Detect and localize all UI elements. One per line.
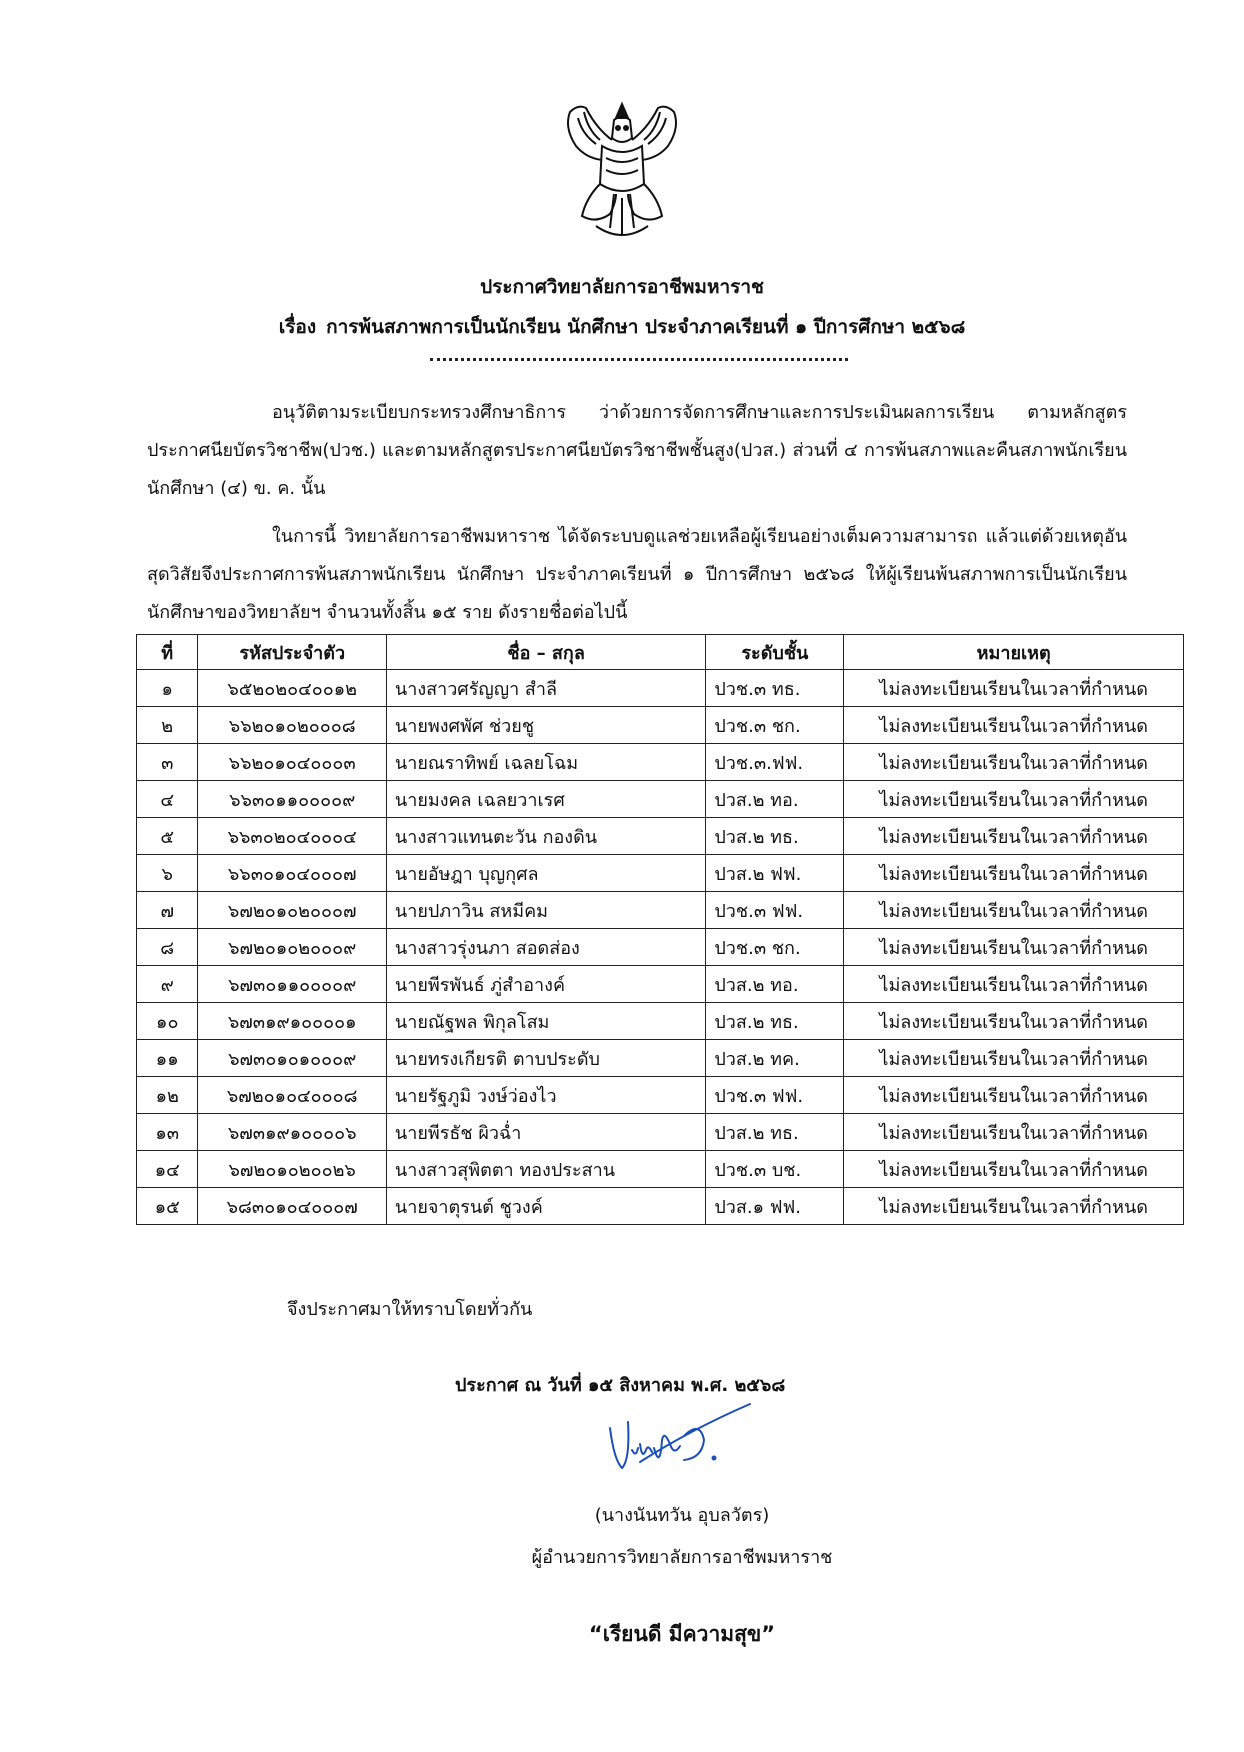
cell-no: ๙: [137, 966, 198, 1003]
cell-id: ๖๕๒๐๒๐๔๐๐๑๒: [198, 670, 386, 707]
motto: “เรียนดี มีความสุข”: [588, 1622, 776, 1646]
cell-note: ไม่ลงทะเบียนเรียนในเวลาที่กำหนด: [844, 1040, 1184, 1077]
announcement-title: ประกาศวิทยาลัยการอาชีพมหาราช: [480, 276, 764, 298]
cell-name: นางสาวรุ่งนภา สอดส่อง: [386, 929, 705, 966]
closing-text: จึงประกาศมาให้ทราบโดยทั่วกัน: [287, 1299, 533, 1320]
table-row: [137, 855, 1184, 892]
cell-no: ๑๔: [137, 1151, 198, 1188]
header-name: ชื่อ – สกุล: [386, 635, 705, 670]
cell-level: ปวส.๒ ทค.: [706, 1040, 844, 1077]
subject-text: การพ้นสภาพการเป็นนักเรียน นักศึกษา ประจำภาคเรียนที่ ๑ ปีการศึกษา ๒๕๖๘: [326, 316, 966, 338]
cell-name: นางสาวสุพิตตา ทองประสาน: [386, 1151, 705, 1188]
cell-level: ปวส.๒ ทธ.: [706, 818, 844, 855]
cell-id: ๖๖๓๐๑๑๐๐๐๐๙: [198, 781, 386, 818]
cell-note: ไม่ลงทะเบียนเรียนในเวลาที่กำหนด: [844, 1114, 1184, 1151]
cell-level: ปวส.๒ ทธ.: [706, 1003, 844, 1040]
cell-name: นายทรงเกียรติ ตาบประดับ: [386, 1040, 705, 1077]
dotted-divider: [430, 352, 848, 361]
paragraph-regulation: อนุวัติตามระเบียบกระทรวงศึกษาธิการ ว่าด้วยการจัดการศึกษาและการประเมินผลการเรียน ตามหลักสูตรประกาศนียบัตรวิชาชีพ(ปวช.) และตามหลักสูตรประกาศนียบัตรวิชาชีพชั้นสูง(ปวส.) ส่วนที่ ๔ การพ้นสภาพและคืนสภาพนักเรียน นักศึกษา (๔) ข. ค. นั้น: [147, 402, 1127, 499]
cell-note: ไม่ลงทะเบียนเรียนในเวลาที่กำหนด: [844, 1188, 1184, 1225]
table-row: [137, 670, 1184, 707]
cell-name: นายพงศพัศ ช่วยชู: [386, 707, 705, 744]
cell-level: ปวช.๓ ฟฟ.: [706, 892, 844, 929]
cell-id: ๖๗๓๑๙๑๐๐๐๐๖: [198, 1114, 386, 1151]
header-note: หมายเหตุ: [844, 635, 1184, 670]
header-no: ที่: [137, 635, 198, 670]
table-row: [137, 1003, 1184, 1040]
cell-no: ๑๓: [137, 1114, 198, 1151]
cell-no: ๘: [137, 929, 198, 966]
cell-level: ปวส.๒ ทอ.: [706, 966, 844, 1003]
cell-id: ๖๗๓๐๑๐๑๐๐๐๙: [198, 1040, 386, 1077]
table-row: [137, 744, 1184, 781]
cell-no: ๔: [137, 781, 198, 818]
cell-level: ปวช.๓ ฟฟ.: [706, 1077, 844, 1114]
cell-level: ปวช.๓ บช.: [706, 1151, 844, 1188]
header-id: รหัสประจำตัว: [198, 635, 386, 670]
cell-note: ไม่ลงทะเบียนเรียนในเวลาที่กำหนด: [844, 929, 1184, 966]
cell-name: นายพีรธัช ผิวฉ่ำ: [386, 1114, 705, 1151]
cell-level: ปวช.๓ ชก.: [706, 929, 844, 966]
cell-id: ๖๗๒๐๑๐๒๐๐๐๙: [198, 929, 386, 966]
cell-name: นายปภาวิน สหมีคม: [386, 892, 705, 929]
cell-no: ๗: [137, 892, 198, 929]
cell-id: ๖๖๓๐๒๐๔๐๐๐๔: [198, 818, 386, 855]
cell-no: ๓: [137, 744, 198, 781]
cell-id: ๖๗๒๐๑๐๔๐๐๐๘: [198, 1077, 386, 1114]
cell-name: นางสาวศรัญญา สำลี: [386, 670, 705, 707]
announcement-subject: [0, 312, 1244, 342]
cell-note: ไม่ลงทะเบียนเรียนในเวลาที่กำหนด: [844, 781, 1184, 818]
cell-note: ไม่ลงทะเบียนเรียนในเวลาที่กำหนด: [844, 1003, 1184, 1040]
student-table: [136, 634, 1184, 1225]
cell-note: ไม่ลงทะเบียนเรียนในเวลาที่กำหนด: [844, 744, 1184, 781]
signature-icon: [600, 1400, 760, 1480]
cell-level: ปวช.๓ ชก.: [706, 707, 844, 744]
cell-id: ๖๖๒๐๑๐๒๐๐๐๘: [198, 707, 386, 744]
cell-id: ๖๘๓๐๑๐๔๐๐๐๗: [198, 1188, 386, 1225]
cell-note: ไม่ลงทะเบียนเรียนในเวลาที่กำหนด: [844, 670, 1184, 707]
table-row: [137, 892, 1184, 929]
cell-note: ไม่ลงทะเบียนเรียนในเวลาที่กำหนด: [844, 707, 1184, 744]
table-row: [137, 966, 1184, 1003]
signer-name: (นางนันทวัน อุบลวัตร): [594, 1505, 770, 1526]
paragraph-announcement: ในการนี้ วิทยาลัยการอาชีพมหาราช ได้จัดระบบดูแลช่วยเหลือผู้เรียนอย่างเต็มความสามารถ แล้วแต่ด้วยเหตุอันสุดวิสัยจึงประกาศการพ้นสภาพนักเรียน นักศึกษา ประจำภาคเรียนที่ ๑ ปีการศึกษา ๒๕๖๘ ให้ผู้เรียนพ้นสภาพการเป็นนักเรียน นักศึกษาของวิทยาลัยฯ จำนวนทั้งสิ้น ๑๕ ราย ดังรายชื่อต่อไปนี้: [147, 526, 1127, 623]
cell-name: นายพีรพันธ์ ภู่สำอางค์: [386, 966, 705, 1003]
table-row: [137, 781, 1184, 818]
table-row: [137, 1114, 1184, 1151]
cell-name: นายณัฐพล พิกุลโสม: [386, 1003, 705, 1040]
cell-id: ๖๗๒๐๑๐๒๐๐๐๗: [198, 892, 386, 929]
table-row: [137, 818, 1184, 855]
garuda-emblem-icon: [556, 98, 688, 246]
table-row: [137, 1077, 1184, 1114]
cell-name: นายอัษฎา บุญกุศล: [386, 855, 705, 892]
table-row: [137, 1151, 1184, 1188]
table-row: [137, 1040, 1184, 1077]
announcement-date: ประกาศ ณ วันที่ ๑๕ สิงหาคม พ.ศ. ๒๕๖๘: [455, 1375, 786, 1396]
cell-no: ๑๕: [137, 1188, 198, 1225]
cell-level: ปวช.๓.ฟฟ.: [706, 744, 844, 781]
cell-name: นางสาวแทนตะวัน กองดิน: [386, 818, 705, 855]
cell-name: นายณราทิพย์ เฉลยโฉม: [386, 744, 705, 781]
table-row: [137, 929, 1184, 966]
cell-name: นายรัฐภูมิ วงษ์ว่องไว: [386, 1077, 705, 1114]
cell-id: ๖๗๓๐๑๑๐๐๐๐๙: [198, 966, 386, 1003]
cell-no: ๒: [137, 707, 198, 744]
cell-no: ๑๑: [137, 1040, 198, 1077]
cell-no: ๕: [137, 818, 198, 855]
cell-no: ๑๐: [137, 1003, 198, 1040]
cell-level: ปวช.๓ ทธ.: [706, 670, 844, 707]
table-row: [137, 1188, 1184, 1225]
header-level: ระดับชั้น: [706, 635, 844, 670]
subject-label: เรื่อง: [278, 316, 317, 338]
table-header-row: [137, 635, 1184, 670]
cell-name: นายจาตุรนต์ ชูวงค์: [386, 1188, 705, 1225]
table-row: [137, 707, 1184, 744]
cell-id: ๖๗๓๑๙๑๐๐๐๐๑: [198, 1003, 386, 1040]
cell-note: ไม่ลงทะเบียนเรียนในเวลาที่กำหนด: [844, 966, 1184, 1003]
cell-note: ไม่ลงทะเบียนเรียนในเวลาที่กำหนด: [844, 1151, 1184, 1188]
cell-level: ปวส.๒ ฟฟ.: [706, 855, 844, 892]
cell-note: ไม่ลงทะเบียนเรียนในเวลาที่กำหนด: [844, 1077, 1184, 1114]
cell-level: ปวส.๑ ฟฟ.: [706, 1188, 844, 1225]
cell-no: ๖: [137, 855, 198, 892]
cell-id: ๖๗๒๐๑๐๒๐๐๒๖: [198, 1151, 386, 1188]
cell-note: ไม่ลงทะเบียนเรียนในเวลาที่กำหนด: [844, 892, 1184, 929]
cell-no: ๑: [137, 670, 198, 707]
cell-id: ๖๖๓๐๑๐๔๐๐๐๗: [198, 855, 386, 892]
cell-note: ไม่ลงทะเบียนเรียนในเวลาที่กำหนด: [844, 855, 1184, 892]
cell-note: ไม่ลงทะเบียนเรียนในเวลาที่กำหนด: [844, 818, 1184, 855]
cell-level: ปวส.๒ ทธ.: [706, 1114, 844, 1151]
signer-title: ผู้อำนวยการวิทยาลัยการอาชีพมหาราช: [531, 1547, 833, 1568]
cell-level: ปวส.๒ ทอ.: [706, 781, 844, 818]
cell-no: ๑๒: [137, 1077, 198, 1114]
cell-name: นายมงคล เฉลยวาเรศ: [386, 781, 705, 818]
cell-id: ๖๖๒๐๑๐๔๐๐๐๓: [198, 744, 386, 781]
